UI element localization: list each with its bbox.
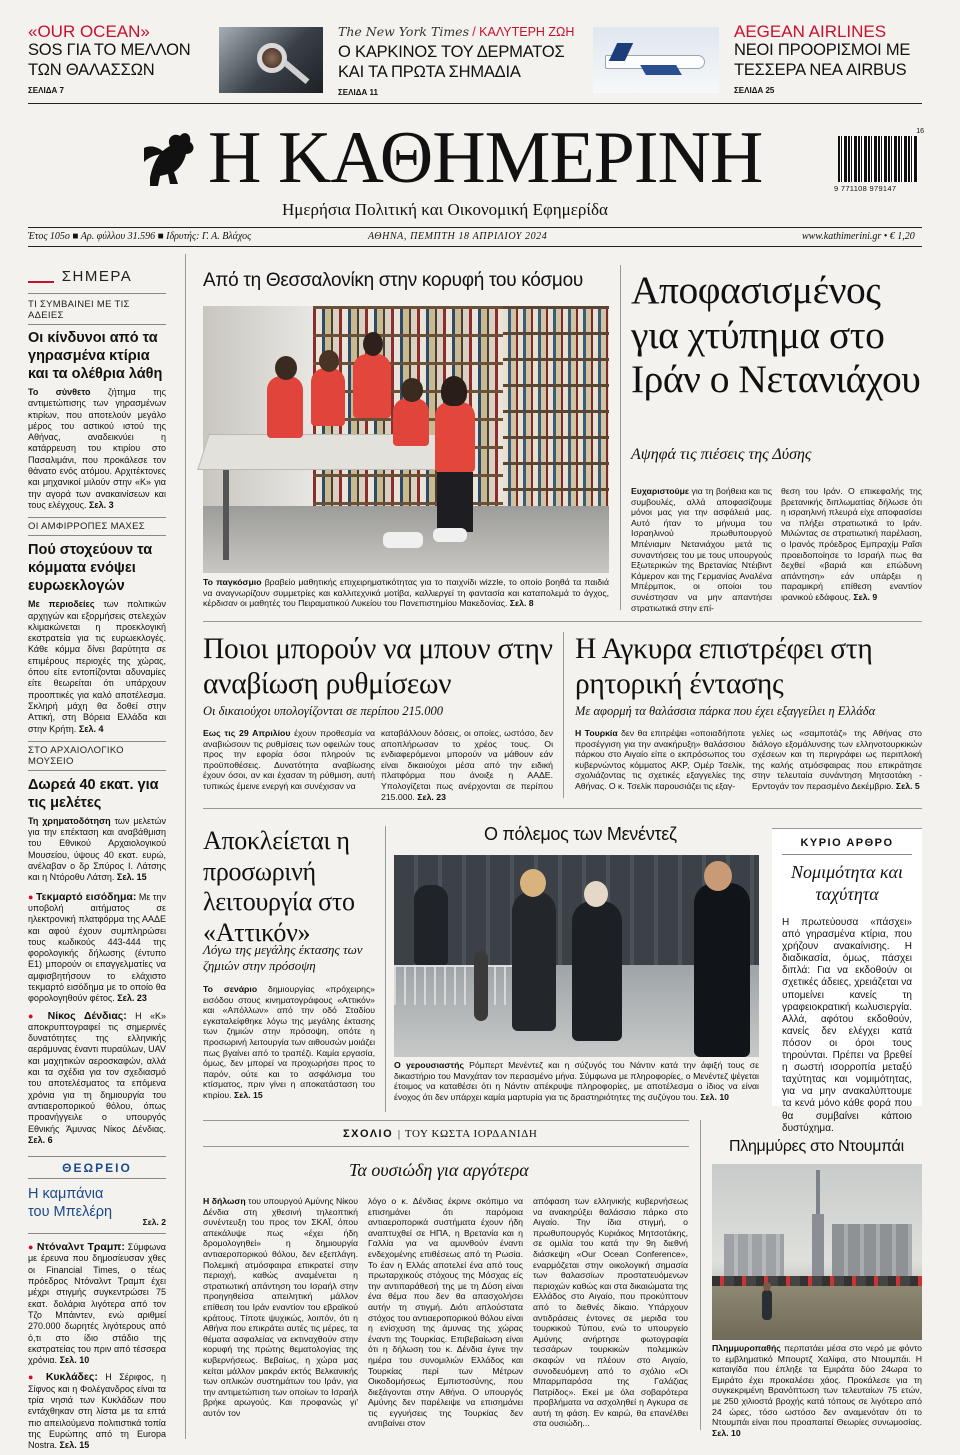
lead-word: Ευχαριστούμε xyxy=(631,486,690,496)
commentary-col1 xyxy=(203,1196,358,1430)
lead-word: Η δήλωση xyxy=(203,1196,246,1206)
section-kicker: ΤΙ ΣΥΜΒΑΙΝΕΙ ΜΕ ΤΙΣ ΑΔΕΙΕΣ xyxy=(28,299,130,321)
editorial-box[interactable] xyxy=(772,828,922,1134)
sidebar-title: ΣΗΜΕΡΑ xyxy=(61,268,133,285)
commentary-label: ΣΧΟΛΙΟ | ΤΟΥ ΚΩΣΤΑ ΙΟΡΔΑΝΙΔΗ xyxy=(343,1128,538,1140)
page-ref[interactable]: Σελ. 15 xyxy=(57,1440,90,1451)
theoreio-title: ΘΕΩΡΕΙΟ xyxy=(62,1161,132,1176)
editorial-label: ΚΥΡΙΟ ΑΡΘΡΟ xyxy=(800,837,894,849)
divider xyxy=(385,826,386,1112)
dubai-photo xyxy=(712,1164,922,1340)
lead-word: Τη χρηματοδότηση xyxy=(28,815,111,826)
lead-word: Η Τουρκία xyxy=(575,728,618,738)
teaser-kicker: «OUR OCEAN» xyxy=(28,22,150,41)
page-ref[interactable]: Σελ. 9 xyxy=(850,591,878,602)
page-ref[interactable]: Σελ. 10 xyxy=(712,1427,741,1438)
divider xyxy=(700,1120,701,1430)
barcode xyxy=(834,128,924,194)
lead-word: Με περιοδείες xyxy=(28,599,95,610)
teaser-page: ΣΕΛΙΔΑ 7 xyxy=(28,86,64,95)
bullet-lead: Κυκλάδες: xyxy=(45,1371,98,1384)
issue-date: ΑΘΗΝΑ, ΠΕΜΠΤΗ 18 ΑΠΡΙΛΙΟΥ 2024 xyxy=(368,231,548,242)
students-photo xyxy=(203,306,609,573)
sidebar-section[interactable] xyxy=(28,741,166,884)
teaser-headline: Ο ΚΑΡΚΙΝΟΣ ΤΟΥ ΔΕΡΜΑΤΟΣ ΚΑΙ ΤΑ ΠΡΩΤΑ ΣΗΜΑΔΙΑ xyxy=(338,43,565,81)
commentary-author: ΤΟΥ ΚΩΣΤΑ ΙΟΡΔΑΝΙΔΗ xyxy=(404,1128,538,1140)
person xyxy=(572,901,622,1041)
attikon-body xyxy=(203,984,375,1110)
commentary-title: ΣΧΟΛΙΟ xyxy=(343,1128,394,1140)
divider xyxy=(203,621,922,622)
nyt-logo: The New York Times xyxy=(338,24,469,39)
teaser-skin-photo xyxy=(219,27,323,93)
section-body: των μελετών για την επέκταση και αναβάθμιση του Εθνικού Αρχαιολογικού Μουσείου, ύψους 40 εκατ. ευρώ, ανέλαβαν ο δρ Σπύρος Ι. Λάτσης και η Ντόροθυ Λάτση. xyxy=(28,815,166,883)
page-ref[interactable]: Σελ. 8 xyxy=(507,598,534,609)
section-kicker: ΟΙ ΑΜΦΙΡΡΟΠΕΣ ΜΑΧΕΣ xyxy=(28,521,145,533)
page-ref[interactable]: Σελ. 6 xyxy=(28,1134,53,1145)
student xyxy=(267,376,303,438)
menendez-headline[interactable]: Ο πόλεμος των Μενέντεζ xyxy=(484,824,677,844)
ankara-headline[interactable]: Η Αγκυρα επιστρέφει στη ρητορική έντασης xyxy=(575,633,873,700)
website-price: www.kathimerini.gr • € 1,20 xyxy=(802,231,915,242)
lead-deck: Αψηφά τις πιέσεις της Δύσης xyxy=(631,446,812,463)
caption-body: περπατάει μέσα στο νερό με φόντο το εμβληματικό Μπουρτζ Χαλίφα, στο Ντουμπάι. Η καταιγίδα που έπληξε τα Εμιράτα δύο 24ωρα το Εμιράτο έχει προκαλέσει χάος. Προκάλεσε για τη συγκεκριμένη Βρανόπτωση των τελευταίων 75 ετών, με 250 χιλιοστά βροχής κατά τόπους σε λιγότερο από 24 ώρες, τόσο ωστόσο δεν αναμενόταν ότι το Ντουμπάι είναι που προαπαιτεί Θεωρίες συνωμοσίας. xyxy=(712,1343,922,1428)
photo-caption xyxy=(203,577,609,609)
section-kicker: ΣΤΟ ΑΡΧΑΙΟΛΟΓΙΚΟ ΜΟΥΣΕΙΟ xyxy=(28,744,124,767)
lead-word: Το σύνθετο xyxy=(28,387,91,397)
teaser-page: ΣΕΛΙΔΑ 11 xyxy=(338,88,378,97)
section-body: των πολιτικών αρχηγών και εξορμήσεις στελεχών κλιμακώνεται η προεκλογική εκστρατεία για τις ευρωεκλογές. Κάθε κόμμα δίνει βαρύτητα σε επιμέρους περιοχές της χώρας, όπου είτε εντοπίζονται αδυναμίες είτε θεωρείται ότι υπάρχουν προοπτικές για καλό αποτέλεσμα. Σκληρή μάχη θα δοθεί στην Αττική, στη Βόρεια Ελλάδα και στην Κρήτη. xyxy=(28,599,167,734)
divider xyxy=(203,808,922,809)
sidebar-bullet[interactable]: ● Ντόναλντ Τραμπ: Σύμφωνα με έρευνα που δημοσίευσαν χθες οι Financial Times, ο τέως πρόεδρος Ντόναλντ Τραμπ έχει μέχρι στιγμής συγκεντρώσει 75 εκατ. δολάρια λιγότερα από τον Τζο Μπάιντεν, ενώ αριθμεί 270.000 δωρητές λιγότερους από ό,τι στο ίδιο στάδιο της εκστρατείας του πριν από τέσσερα χρόνια. Σελ. 10 xyxy=(28,1241,166,1366)
page-ref[interactable]: Σελ. 2 xyxy=(142,1217,166,1228)
bullet-body: Η «Κ» αποκρυπτογραφεί τις σημερινές δυνατότητες της ελληνικής αεράμυνας έναντι πυραύλων, UAV και μαχητικών αεροσκαφών, αλλά και τα σχέδια για τον σχεδιασμό του αποτελέσματος τα επόμενα χρόνια για τη δημιουργία του αντιαεροπορικού θόλου, όπως προανήγγειλε ο υπουργός Εθνικής Άμυνας Νίκος Δένδιας. xyxy=(28,1010,166,1134)
caption-body: Ρόμπερτ Μενέντεζ και η σύζυγός του Νάντιν κατά την άφιξή τους σε δικαστήριο του Μανχάταν τον περασμένο μήνα. Σύμφωνα με πληροφορίες, ο Μενέντεζ ψέγεται έτοιμος να καταθέσει ότι η Νάντιν απέκρυψε πληροφορίες, με αποτέλεσμα ο ίδιος να είναι ένοχος ότι δεν υπάρχει καμία μαρτυρία για τις δραστηριότητες της συζύγου του. xyxy=(394,1060,759,1102)
issue-info: Έτος 105ο ■ Αρ. φύλλου 31.596 ■ Ιδρυτής: Γ. Α. Βλάχος xyxy=(28,231,252,242)
section-body: ζήτημα της αντιμετώπισης των γηρασμένων κτιρίων, που αποτελούν μεγάλο μέρος του αστικού ιστού της Αθήνας, αναδεικνύει η κατάρρευση του κτιρίου στο Πασαλιμάνι, που προκάλεσε τον θάνατο ενός ατόμου. Αρχιτέκτονες και μηχανικοί μιλούν στην «Κ» για την αγορά των ανακαινίσεων και τους ελέγχους. xyxy=(28,387,166,510)
masthead-subtitle: Ημερήσια Πολιτική και Οικονομική Εφημερίδα xyxy=(282,200,608,219)
ankara-col2 xyxy=(752,728,922,798)
teaser-page: ΣΕΛΙΔΑ 25 xyxy=(734,86,775,95)
page-ref[interactable]: Σελ. 15 xyxy=(231,1089,263,1100)
teaser-ocean[interactable] xyxy=(28,22,198,95)
page-ref[interactable]: Σελ. 10 xyxy=(57,1355,90,1366)
photo-story-headline[interactable]: Από τη Θεσσαλονίκη στην κορυφή του κόσμου xyxy=(203,270,583,291)
teaser-headline: SOS ΓΙΑ ΤΟ ΜΕΛΛΟΝ ΤΩΝ ΘΑΛΑΣΣΩΝ xyxy=(28,41,191,79)
commentary-body: λόγο ο κ. Δένδιας έκρινε σκόπιμο να επισημάνει ότι παρόμοια αντιαεροπορικά συστήματα έχουν ήδη αναπτυχθεί σε ΗΠΑ, η Βρετανία και η Γαλλία για να αμυνθούν έναντι ενδεχομένης επιθέσεως από τη Ρωσία. Το έαν η Ελλάς αποτελεί ένα από τους πρωταρχικούς στόχους της Μόσχας είς την αντιπαράθεσή της με τη Δύση είναι ένα θέμα που δεν θα απασχολήσει αυτήν τη στιγμή. Διότι απλούστατα στόχος του αντιαεροπορικού θόλου είναι η ενίσχυση της άμυνας της χώρας έναντι της Τουρκίας. Επιβεβαίωση είναι ότι η δήλωση του κ. Δένδια έγινε την ημέρα του συνομιλιών Ελλάδος και Τουρκίας περί των Μέτρων Οικοδομήσεως Εμπιστοσύνης, που διεξάγονται στην Αθήνα. Ο υπουργός Αμύνης δεν παρέλειψε να επισημάνει τις εγγυήσεις της Τουρκίας δεν αντιβαίνει στον xyxy=(368,1196,523,1429)
teaser-kicker: AEGEAN AIRLINES xyxy=(734,22,887,41)
sidebar-section[interactable] xyxy=(28,517,166,735)
dubai-headline[interactable]: Πλημμύρες στο Ντουμπάι xyxy=(729,1138,904,1155)
divider xyxy=(203,1120,689,1121)
teaser-kicker: / ΚΑΛΥΤΕΡΗ ΖΩΗ xyxy=(472,25,575,39)
bullet-body: Με την υποβολή αιτήματος σε ηλεκτρονική πλατφόρμα της ΑΑΔΕ και αφού έχουν συμπληρώσει τους κωδικούς 443-444 της φορολογικής δήλωσης (έντυπο Ε1) μπορούν οι επαγγελματίες να αμφισβητήσουν το ελάχιστο τεκμαρτό εισόδημα με το οποίο θα φορολογηθούν φέτος. xyxy=(28,891,166,1004)
magnifier-icon xyxy=(257,43,287,73)
divider xyxy=(563,632,564,798)
teaser-aegean[interactable] xyxy=(734,22,934,95)
attikon-text: δημιουργίας «πρόχειρης» εισόδου στους κινηματογράφους «Αττικόν» και «Απόλλων» από την οδό Σταδίου εγκαταλείφθηκε λόγω της μεγάλης έκτασης των ζημιών στην πρόσοψη, οπότε η προσωρινή λειτουργία των αιθουσών μοιάζει πως βγαίνει από το τραπέζι. Καμία εργασία, όμως, δεν μπορεί να προχωρήσει προς το παρόν, ούτε και το ασφάλισμα του κτίσματος, πριν γίνει η αποκατάσταση του κτιρίου. xyxy=(203,984,375,1100)
page-ref[interactable]: Σελ. 23 xyxy=(414,791,446,802)
bullet-lead: Τεκμαρτό εισόδημα: xyxy=(36,890,137,903)
dubai-caption xyxy=(712,1343,922,1438)
commentary-headline[interactable]: Τα ουσιώδη για αργότερα xyxy=(349,1160,529,1180)
editorial-headline: Νομιμότητα και ταχύτητα xyxy=(791,862,903,904)
attikon-headline[interactable]: Αποκλείεται η προσωρινή λειτουργία στο «Αττικόν» xyxy=(203,826,355,947)
lead-headline[interactable]: Αποφασισμένος για χτύπημα στο Ιράν ο Νετανιάχου xyxy=(631,268,921,401)
ankara-col1 xyxy=(575,728,745,798)
page-ref[interactable]: Σελ. 3 xyxy=(86,499,114,510)
ankara-body: γελίες ως «σαμποτάζ» της Αθήνας στο διάλογο εξομάλυνσης των ελληνοτουρκικών σχέσεων και τη περιγράφει ως περιπλοκή της καλής ατμόσφαιρας που επικράτησε στην τελευταία συνάντηση Μητσοτάκη - Ερντογάν τον περασμένο Δεκέμβριο. xyxy=(752,728,922,791)
lead-body: θεση του Ιράν. Ο επικεφαλής της βρετανικής διπλωματίας δήλωσε ότι η ισραηλινή πλευρά είχε αποφασίσει να πλήξει στρατιωτικά το Ιράν. Μιλώντας σε στρατιωτική παρέλαση, ο Ιρανός πρόεδρος Εμπραχίμ Ραΐσι προειδοποίησε το Ισραήλ πως θα δεχθεί «βαριά και επώδυνη απάντηση» εάν υπάρξει η παραμικρή επίθεση εναντίον ιρανικού εδάφους. xyxy=(781,486,922,602)
section-headline: Οι κίνδυνοι από τα γηρασμένα κτίρια και τα ολέθρια λάθη xyxy=(28,330,163,382)
section-headline: Πού στοχεύουν τα κόμματα ενόψει ευρωεκλογών xyxy=(28,542,153,595)
settlements-body: έχουν προθεσμία να αναβιώσουν τις ρυθμίσεις των οφειλών τους προς την εφορία όσοι πληρούν τις προϋποθέσεις. Δυνατότητα αναβίωσης έχουν όσοι, αν και έχασαν τη ρύθμιση, αυτή τυπικώς έμεινε ενεργή και συνέχισαν να xyxy=(203,728,375,791)
lead-body-col1 xyxy=(631,486,772,613)
menendez-caption xyxy=(394,1060,759,1102)
menendez-photo xyxy=(394,855,759,1057)
ankara-body: δεν θα επιτρέψει «οποιαδήποτε προσέγγιση για την ανακήρυξη» θαλάσσιου πάρκου στο Αιγαίο είπε ο εκπρόσωπος του κυβερνώντος κόμματος AKP, Ομέρ Τσελίκ, σχολιάζοντας τις σχετικές εξαγγελίες της Αθήνας. Ο κ. Τσελίκ παρουσιάζει τις εξαγ- xyxy=(575,728,745,791)
settlements-headline[interactable]: Ποιοι μπορούν να μπουν στην αναβίωση ρυθμίσεων xyxy=(203,633,553,700)
student xyxy=(393,398,429,446)
student xyxy=(435,402,475,472)
attikon-deck: Λόγω της μεγάλης έκτασης των ζημιών στην πρόσοψη xyxy=(203,942,363,973)
barcode-number: 9 771108 979147 xyxy=(834,184,897,193)
sidebar-bullet[interactable]: ● Νίκος Δένδιας: Η «Κ» αποκρυπτογραφεί τις σημερινές δυνατότητες της ελληνικής αεράμυνας έναντι πυραύλων, UAV και μαχητικών αεροσκαφών, αλλά και τα σχέδια για τον σχεδιασμό του αποτελέσματος τα επόμενα χρόνια για τη δημιουργία του αντιαεροπορικού θόλου, όπως προανήγγειλε ο υπουργός Εθνικής Άμυνας Νίκος Δένδιας. Σελ. 6 xyxy=(28,1009,166,1145)
settlements-deck: Οι δικαιούχοι υπολογίζονται σε περίπου 215.000 xyxy=(203,704,443,718)
masthead-title[interactable]: Η ΚΑΘΗΜΕΡΙΝΗ xyxy=(208,117,763,199)
page-ref[interactable]: Σελ. 23 xyxy=(114,993,147,1004)
lead-word: Εως τις 29 Απριλίου xyxy=(203,728,291,738)
teaser-airbus-photo xyxy=(593,27,719,93)
lead-body-col2 xyxy=(781,486,922,610)
page-ref[interactable]: Σελ. 4 xyxy=(76,723,104,734)
lead-word: Το σενάριο xyxy=(203,984,258,994)
lead-word: Πλημμυροπαθής xyxy=(712,1343,781,1353)
commentary-body: απόφαση των ελληνικής κυβερνήσεως να ανακηρύξει θαλάσσιο πάρκο στο Αιγαίο. Την ίδια στιγμή, ο πρωθυπουργός Κυριάκος Μητσοτάκης, σε ομιλία του κατά την 9η διεθνή διάσκεψη «Our Ocean Conference», εναρμόζεται στην οικολογική σημασία των θαλασσίων προστατευόμενων περιοχών καθώς και στα δικαιώματα της Ελλάδος στο Αιγαίο, που προκύπτουν από το διεθνές δίκαιο. Υπάρχουν αντιδράσεις έντονες σε μεριδα του τουρκικού Τύπου, ενώ το υπουργείο Αμύνης ανήρτησε φωτογραφία τεσσάρων τουρκικών πολεμικών σκαφών να πλέουν στο Αιγαίο, συνοδευόμενη από το σχόλιο «Οι Μπαρμπαρόσα της Γαλάζιας Πατρίδος». Εκεί με όλα σοβαρότερα προβλήματα να ασχοληθεί η Αγκυρα σε αυτή τη φάση. Εν καιρώ, θα επανέλθει στα ουσιώδη... xyxy=(533,1196,688,1429)
bullet-body: Η Σέριφος, η Σίφνος και η Φολέγανδρος είναι τα τρία νησιά των Κυκλάδων που εντάχθηκαν στη λίστα με τα επτά πιο απειλούμενα πολιτιστικά τοπία της Ευρώπης από τη Europa Nostra. xyxy=(28,1372,166,1451)
divider xyxy=(28,227,922,228)
section-headline: Δωρεά 40 εκατ. για τις μελέτες xyxy=(28,776,159,811)
lead-body: για τη βοήθεια και τις συμβουλές, αλλά αποφασίζουμε μόνοι μας για την ασφάλειά μας. Αυτό ήταν το μήνυμα του Ισραηλινού πρωθυπουργού Μπένιαμιν Νετανιάχου μετά τις συναντήσεις του με τους υπουργούς Εξωτερικών της Βρετανίας Ντέιβιντ Κάμερον και της Γερμανίας Αναλένα Μπέρμποκ, οι οποίοι του συνέστησαν να μην απαντήσει στρατιωτικά στην επί- xyxy=(631,486,772,613)
sidebar xyxy=(28,254,167,1451)
commentary-col2 xyxy=(368,1196,523,1430)
lead-word: Ο γερουσιαστής xyxy=(394,1060,464,1070)
person xyxy=(512,891,556,1031)
sidebar-section[interactable] xyxy=(28,299,166,511)
divider xyxy=(28,246,922,247)
page-ref[interactable]: Σελ. 15 xyxy=(114,872,147,883)
settlements-col2 xyxy=(381,728,553,802)
settlements-body: καταβάλλουν δόσεις, οι οποίες, ωστόσο, δεν αποπλήρωσαν το χρέος τους. Οι ενδιαφερόμενοι μπορούν να μάθουν εάν είναι δικαιούχοι μέσα από την ειδική πλατφόρμα που άνοιξε η ΑΑΔΕ. Υπολογίζεται πως ανέρχονται σε περίπου 215.000. xyxy=(381,728,553,802)
person xyxy=(762,1290,772,1320)
student xyxy=(311,368,345,426)
settlements-col1 xyxy=(203,728,375,798)
theoreio-item[interactable] xyxy=(28,1185,166,1228)
bullet-body: Σύμφωνα με έρευνα που δημοσίευσαν χθες οι Financial Times, ο τέως πρόεδρος Ντόναλντ Τραμπ έχει μέχρι στιγμής συγκεντρώσει 75 εκατ. δολάρια λιγότερα από τον Τζο Μπάιντεν, ενώ αριθμεί 270.000 δωρητές λιγότερους από ό,τι στο ίδιο στάδιο της εκστρατείας του πριν από τέσσερα χρόνια. xyxy=(28,1242,166,1366)
teaser-skin[interactable] xyxy=(338,24,573,97)
bullet-lead: Νίκος Δένδιας: xyxy=(47,1009,127,1022)
ankara-deck: Με αφορμή τα θαλάσσια πάρκα που έχει εξαγγείλει η Ελλάδα xyxy=(575,704,876,718)
person xyxy=(694,883,750,1057)
page-ref[interactable]: Σελ. 10 xyxy=(697,1091,729,1102)
divider xyxy=(185,254,186,1439)
barcode-issue: 16 xyxy=(916,128,924,135)
divider xyxy=(203,1146,689,1147)
theoreio-headline: Η καμπάνια του Μπελέρη xyxy=(28,1186,113,1221)
commentary-col3 xyxy=(533,1196,688,1430)
lead-word: Το παγκόσμιο xyxy=(203,577,262,587)
caption-body: βραβείο μαθητικής επιχειρηματικότητας για το παιχνίδι wizzle, το οποίο βοηθά τα παιδιά να αναγνωρίζουν συμμετρίες και καλλιτεχνικά μοτίβα, καλλιεργεί τη φαντασία και καταπολεμά το άγχος, κέρδισαν οι μαθητές του Πειραματικού Λυκείου του Πανεπιστημίου Μακεδονίας. xyxy=(203,577,610,609)
sidebar-bullet[interactable]: ● Τεκμαρτό εισόδημα: Με την υποβολή αιτήματος σε ηλεκτρονική πλατφόρμα της ΑΑΔΕ και αφού έχουν συμπληρώσει τους κωδικούς 443-444 της φορολογικής δήλωσης (έντυπο Ε1) μπορούν οι επαγγελματίες να αμφισβητήσουν το ελάχιστο τεκμαρτό εισόδημα με το οποίο θα φορολογηθούν φέτος. Σελ. 23 xyxy=(28,890,166,1004)
teaser-headline: ΝΕΟΙ ΠΡΟΟΡΙΣΜΟΙ ΜΕ ΤΕΣΣΕΡΑ ΝΕΑ AIRBUS xyxy=(734,41,911,79)
sidebar-bullet[interactable]: ● Κυκλάδες: Η Σέριφος, η Σίφνος και η Φολέγανδρος είναι τα τρία νησιά των Κυκλάδων που εντάχθηκαν στη λίστα με τα επτά πιο απειλούμενα πολιτιστικά τοπία της Ευρώπης από τη Europa Nostra. Σελ. 15 xyxy=(28,1371,166,1451)
student xyxy=(353,354,391,418)
griffin-logo xyxy=(140,128,198,190)
commentary-body: του υπουργού Αμύνης Νίκου Δένδια στη χθεσινή τηλεοπτική συνέντευξη του προς τον ΣΚΑΪ, όπου απεκάλυψε πως «έχει ήδη δρομολογηθεί» η δημιουργία αντιαεροπορικού θόλου, δεν εξεπλάγη. Πολεμική ατμόσφαιρα επικρατεί στην περιοχή, καθώς αναμένεται η στρατιωτική απάντηση του Ισραήλ στην προηγηθείσα απειλητική μάλλον επίθεση του Ιράν εναντίον του εβραϊκού κράτους. Τίποτε ψυχικώς, λοιπόν, ότι η Αθήνα που επικράτει αυτές τις μέρες, τα θέματα ασφαλείας να εκτιναχθούν στην κορυφή της πρώτης θεματολογίας της κυβερνήσεως. Βεβαίως, η χώρα μας κείται μάλλον μακράν εκτός Βελκανικής των οπλικών συστημάτων του Ιράν, για την αντιμετώπιση των οποίων το Ισραήλ βρήκε αρωγούς. Και προφανώς γι' αυτόν τον xyxy=(203,1196,359,1418)
divider xyxy=(620,265,621,610)
divider xyxy=(28,103,922,104)
page-ref[interactable]: Σελ. 5 xyxy=(893,780,920,791)
editorial-body: Η πρωτεύουσα «πάσχει» από γηρασμένα κτίρια, που χρήζουν ανακαίνισης. Η διαδικασία, όμως, πάσχει διπλά: Για να εκδοθούν οι σχετικές άδειες, χρειάζεται να υπομείνει κανείς τη γραφειοκρατική κωλυσιεργία. Αλλά, αφότου εκδοθούν, κανείς δεν ελέγχει κατά πόσον οι όροι τους τηρούνται. Πρέπει να βρεθεί η σωστή ισορροπία μεταξύ ταχύτητας και νομιμότητας, για να μην ανακαλύπτουμε τα κενά μόνο κάθε φορά που θα συμβαίνει κάποιο δυστύχημα. xyxy=(782,917,912,1134)
bullet-lead: Ντόναλντ Τραμπ: xyxy=(36,1241,125,1254)
